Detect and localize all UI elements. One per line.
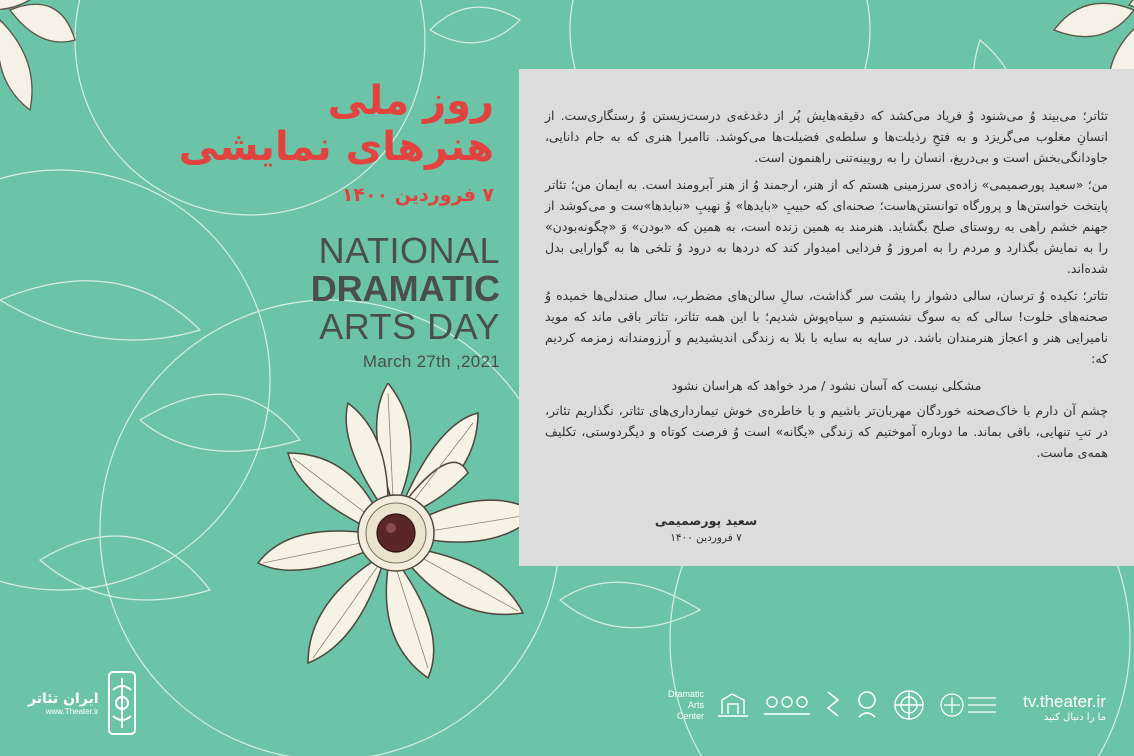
signature-date: ۷ فروردین ۱۴۰۰ bbox=[670, 532, 742, 544]
iran-theater-logo-icon bbox=[105, 668, 139, 738]
festival-logo-icon bbox=[824, 690, 842, 720]
message-closing: چشم آن دارم با خاک‌صحنه خوردگان مهربان‌تر باشیم و با خاطره‌ی خوش تیمارداری‌های تئاتر، نگذاریم تئاتر، در تبِ تنهایی، باقی بماند. ما دوباره آموختیم که زندگی «یگانه» است وُ فرصت کوتاه و دیگردوستی، تکلیف همه‌ی ماست. bbox=[545, 403, 1108, 460]
theater-association-logo-icon bbox=[762, 692, 812, 718]
message-paragraph-1: تئاتر؛ می‌بیند وُ می‌شنود وُ فریاد می‌کشد که دقیقه‌هایش پُر از دغدغه‌ی درست‌زیستن وُ رستگاری‌ست. از انسانِ مغلوب می‌گریزد و به فتحِ رذیلت‌ها و سلطه‌ی فضیلت‌ها می‌کوشد. ناامیرا هنری که به جام دانایی، جاودانگی‌بخش است و بی‌دریغ، انسان را به رویینه‌تنی راهنمون است. bbox=[545, 108, 1108, 165]
iran-theater-url: www.Theater.ir bbox=[45, 706, 99, 716]
title-persian bbox=[178, 78, 494, 170]
message-panel bbox=[519, 69, 1134, 566]
date-persian: ۷ فروردین ۱۴۰۰ bbox=[341, 184, 494, 206]
corner-flower-left bbox=[0, 0, 90, 120]
ministry-logo-icon bbox=[716, 690, 750, 720]
signature bbox=[646, 513, 766, 544]
dramatic-arts-center-logo: Dramatic Arts Center bbox=[667, 688, 704, 721]
title-persian-line1: روز ملی bbox=[327, 78, 494, 124]
date-english: March 27th ,2021 bbox=[362, 352, 500, 371]
title-english bbox=[300, 232, 500, 372]
flower-illustration bbox=[238, 383, 548, 683]
iran-theater-name: ایران تئاتر bbox=[28, 690, 99, 707]
tv-theater-url: tv.theater.ir bbox=[1023, 692, 1106, 711]
follow-us-text: ما را دنبال کنید bbox=[1043, 712, 1106, 723]
title-english-line2: DRAMATIC bbox=[310, 268, 500, 309]
message-poem: مشکلی نیست که آسان نشود / مرد خواهد که هراسان نشود bbox=[671, 378, 982, 393]
tv-theater-link[interactable] bbox=[1023, 692, 1106, 723]
message-body bbox=[545, 105, 1108, 469]
partner-logos bbox=[660, 688, 998, 722]
puppet-theater-logo-icon bbox=[854, 689, 880, 721]
footer bbox=[0, 650, 1134, 756]
title-english-line3: ARTS DAY bbox=[319, 306, 500, 347]
message-paragraph-2: من؛ «سعید پورصمیمی» زاده‌ی سرزمینی هستم که از هنر، ارجمند وُ از هنر آبرومند است. به ایمان من؛ تئاتر پایتخت خواستن‌ها و پرورگاه توانستن‌هاست؛ صحنه‌ای که حبیبِ «بایدها» وُ نهیبِ «نبایدها»ست و می‌کوشد از جهنم خشم راهی به روستای صلح بگشاید. هنرمند به همین زنده است، به همین که «بودن» وَ «چگونه‌بودن» را به نمایش بگذارد و مردم را به امروز وُ فردایی امیدوار کند که دردها به درود وُ تلخی ها به گوارایی بدل شده‌اند. bbox=[545, 177, 1108, 276]
iran-theater-brand[interactable] bbox=[28, 668, 139, 738]
city-theater-logo-icon bbox=[892, 688, 926, 722]
title-english-line1: NATIONAL bbox=[318, 230, 500, 271]
cultural-cooperation-logo-icon bbox=[938, 688, 998, 722]
signature-name: سعید پورصمیمی bbox=[654, 513, 758, 528]
message-paragraph-3: تئاتر؛ تکیده وُ ترسان، سالی دشوار را پشت سر گذاشت، سالِ سالن‌های مضطرب، سال صندلی‌ها خمیده وُ صحنه‌های خلوت! سالی که به سوگ نشستیم و سیاه‌پوش شدیم؛ با این همه تئاتر، تئاتر باقی ماند که موید نامیرایی هنر و اعجاز هنرمندان باشد. در سایه به سایه با بلا به زندگی اندیشیدیم و آرزومندانه زمزمه کردیم که: bbox=[545, 288, 1108, 366]
title-persian-line2: هنرهای نمایشی bbox=[178, 124, 494, 170]
